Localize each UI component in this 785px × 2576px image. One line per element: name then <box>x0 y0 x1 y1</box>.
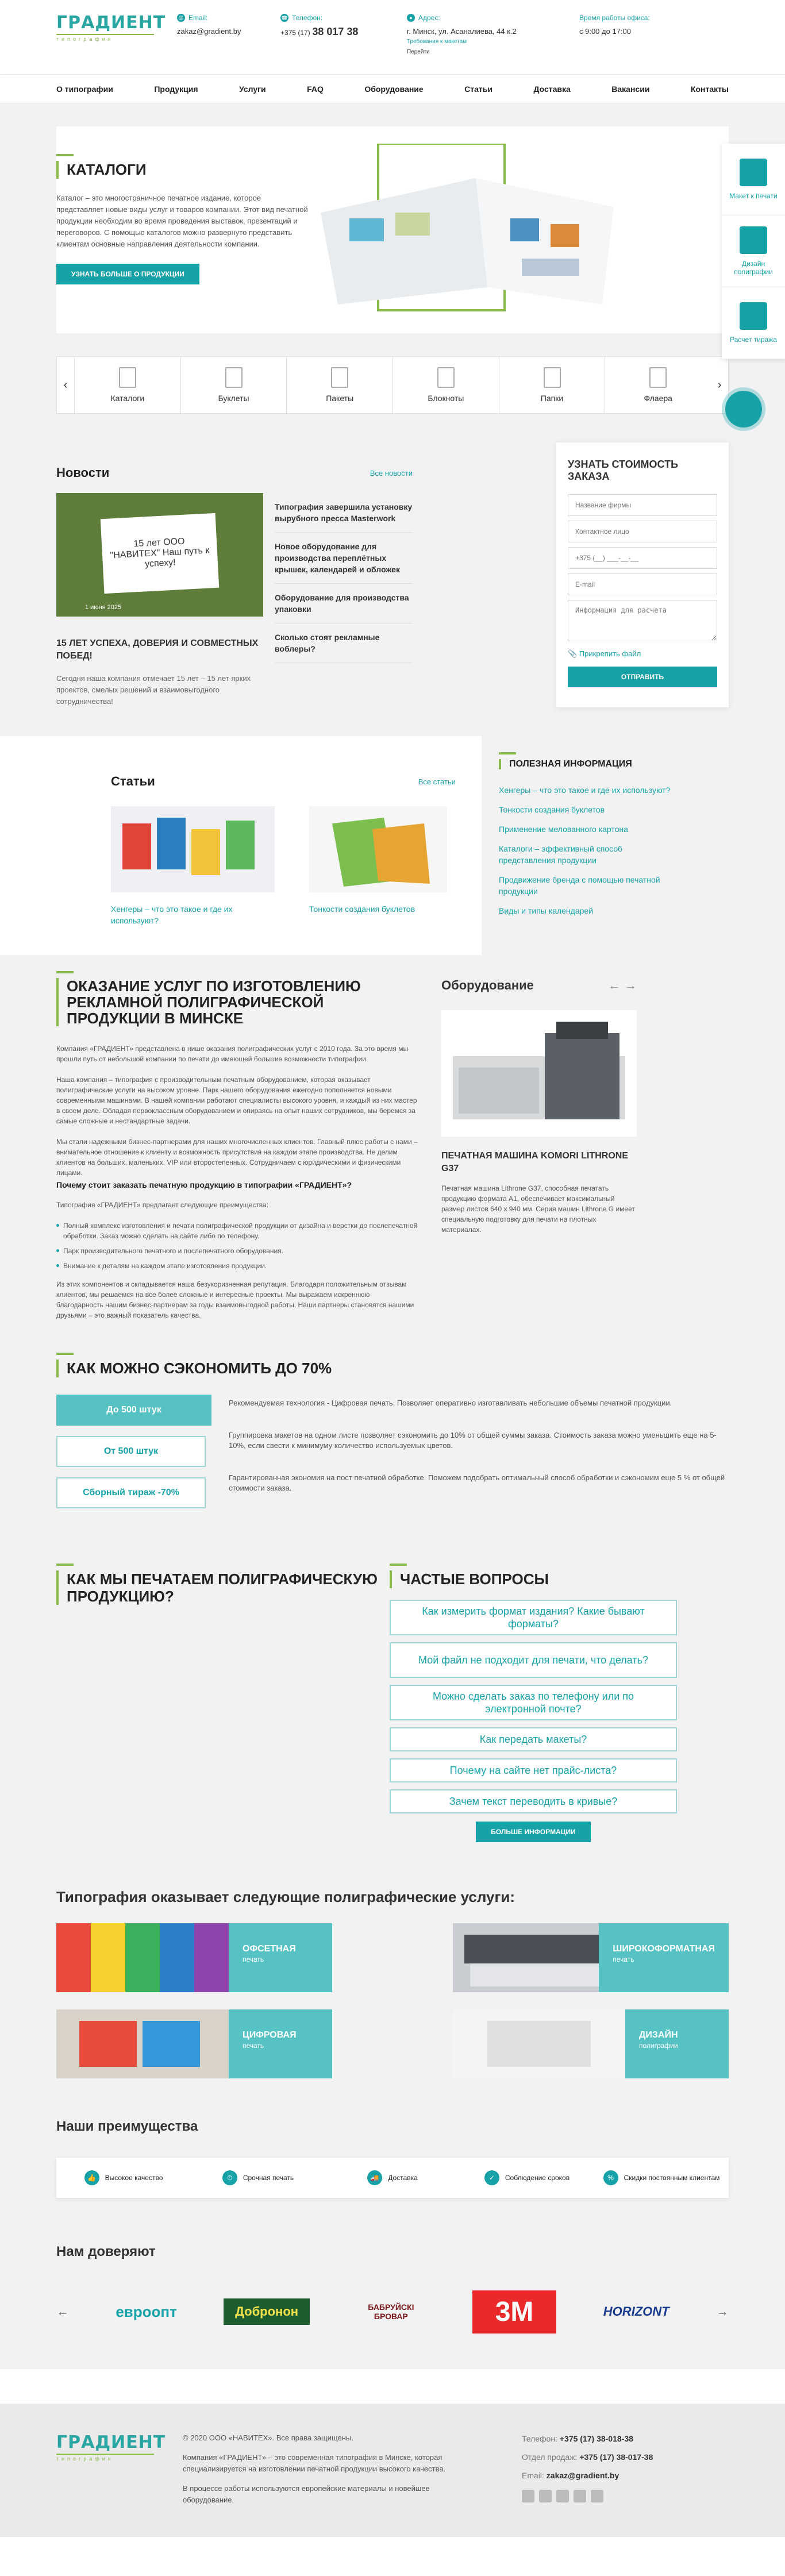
booklet-icon <box>225 367 243 388</box>
hero-more-button[interactable]: УЗНАТЬ БОЛЬШЕ О ПРОДУКЦИИ <box>56 264 199 284</box>
seo-subheading: Почему стоит заказать печатную продукцию в типографии «ГРАДИЕНТ»? <box>56 1180 352 1189</box>
product-packages[interactable]: Пакеты <box>286 357 392 413</box>
order-form <box>556 442 729 707</box>
client-logo: БАБРУЙСКІ БРОВАР <box>368 2302 414 2321</box>
product-carousel <box>56 356 729 414</box>
product-flyers[interactable]: Флаера <box>605 357 711 413</box>
printer-icon <box>740 159 767 186</box>
service-design[interactable]: ДИЗАЙН полиграфии <box>453 2009 729 2078</box>
thumb-up-icon: 👍 <box>84 2170 99 2185</box>
email-input[interactable] <box>568 573 717 595</box>
side-layout-print[interactable]: Макет к печати <box>722 144 785 215</box>
nav-faq[interactable]: FAQ <box>307 84 324 94</box>
useful-link[interactable]: Виды и типы календарей <box>499 906 594 915</box>
advantages-section <box>0 2107 785 2227</box>
truck-icon: 🚚 <box>367 2170 382 2185</box>
nav-articles[interactable]: Статьи <box>464 84 492 94</box>
faq-section <box>0 1547 785 1877</box>
copyright: © 2020 ООО «НАВИТЕХ». Все права защищены. <box>183 2433 353 2442</box>
service-image <box>453 2009 625 2078</box>
phone-link[interactable]: +375 (17) 38 017 38 <box>280 26 359 37</box>
phone-input[interactable] <box>568 547 717 569</box>
logo-name: ГРАДИЕНТ <box>56 13 166 33</box>
footer-sales[interactable]: Отдел продаж: +375 (17) 38-017-38 <box>522 2452 653 2462</box>
nav-services[interactable]: Услуги <box>239 84 266 94</box>
header-address: ● Адрес: г. Минск, ул. Асаналиева, 44 к.2 Требования к макетам Перейти <box>407 13 562 57</box>
service-wideformat[interactable]: ШИРОКОФОРМАТНАЯ печать <box>453 1923 729 1992</box>
services-section <box>0 1877 785 2107</box>
news-image: 15 лет ООО "НАВИТЕХ" Наш путь к успеху! 1 июня 2025 <box>56 493 263 617</box>
all-news-link[interactable]: Все новости <box>370 468 413 478</box>
clock-icon: ⏱ <box>222 2170 237 2185</box>
header-hours: Время работы офиса: с 9:00 до 17:00 <box>579 14 650 36</box>
catalog-image <box>303 144 625 316</box>
faq-item[interactable]: Зачем текст переводить в кривые? <box>390 1789 677 1813</box>
how-title: КАК МЫ ПЕЧАТАЕМ ПОЛИГРАФИЧЕСКУЮ ПРОДУКЦИЮ? <box>56 1570 378 1605</box>
economy-tab[interactable]: Сборный тираж -70% <box>56 1477 206 1508</box>
nav-delivery[interactable]: Доставка <box>533 84 571 94</box>
faq-title: ЧАСТЫЕ ВОПРОСЫ <box>390 1570 677 1588</box>
news-item[interactable]: Оборудование для производства упаковки <box>275 584 413 623</box>
notebook-icon <box>437 367 455 388</box>
economy-tab[interactable]: От 500 штук <box>56 1436 206 1467</box>
faq-more-button[interactable]: БОЛЬШЕ ИНФОРМАЦИИ <box>476 1822 591 1842</box>
hero-slide <box>56 126 729 333</box>
social-links <box>522 2490 729 2502</box>
main-nav <box>0 75 785 103</box>
phone-icon: ☎ <box>281 15 288 21</box>
news-item[interactable]: Сколько стоят рекламные воблеры? <box>275 623 413 663</box>
submit-button[interactable]: ОТПРАВИТЬ <box>568 667 717 687</box>
client-logo: евроопт <box>116 2302 177 2320</box>
footer-email[interactable]: Email: zakaz@gradient.by <box>522 2471 619 2480</box>
product-folders[interactable]: Папки <box>499 357 605 413</box>
trust-title: Нам доверяют <box>56 2244 156 2259</box>
news-main[interactable] <box>56 493 263 707</box>
faq-item[interactable]: Можно сделать заказ по телефону или по электронной почте? <box>390 1685 677 1720</box>
package-icon <box>331 367 348 388</box>
calculator-icon <box>740 302 767 330</box>
client-logo: Добронон <box>224 2298 310 2325</box>
hero-section <box>0 103 785 431</box>
header-phone: ☎ Телефон: +375 (17) 38 017 38 <box>280 13 390 38</box>
service-digital[interactable]: ЦИФРОВАЯ печать <box>56 2009 332 2078</box>
faq-item[interactable]: Мой файл не подходит для печати, что делать? <box>390 1642 677 1678</box>
article-card[interactable]: Тонкости создания буклетов <box>309 806 447 926</box>
equipment-arrows[interactable]: ← → <box>607 978 637 992</box>
news-title: Новости <box>56 465 110 480</box>
mail-icon: @ <box>177 14 185 22</box>
advantage-item: ✓ Соблюдение сроков <box>460 2158 594 2198</box>
carousel-next-button[interactable]: › <box>717 378 722 391</box>
form-title: УЗНАТЬ СТОИМОСТЬ ЗАКАЗА <box>568 459 679 482</box>
economy-section: КАК МОЖНО СЭКОНОМИТЬ ДО 70% До 500 штук От 500 штук Сборный тираж -70% Рекомендуемая технология - Цифровая печать. Позволяет оперативно изготавливать небольшие объемы печатной продукции. Группировка макетов на одном листе позволяет сэкономить до 10% от общей суммы заказа. Стоимость заказа можно уменьшить еще на 5-10%, если свести к минимуму количество используемых цветов. Гарантированная экономия на пост печатной обработке. Поможем подобрать оптимальный способ обработки и сэкономим еще 5 % от общей стоимости заказа. <box>0 1360 785 1547</box>
person-input[interactable] <box>568 521 717 542</box>
advantage-item: ⏱ Срочная печать <box>191 2158 325 2198</box>
ok-icon[interactable] <box>556 2490 569 2502</box>
service-offset[interactable]: ОФСЕТНАЯ печать <box>56 1923 332 1992</box>
news-item[interactable]: Типография завершила установку вырубного пресса Masterwork <box>275 493 413 533</box>
twitter-icon[interactable] <box>591 2490 603 2502</box>
service-image <box>453 1923 599 1992</box>
equipment-image <box>441 1010 637 1137</box>
logo-sub: типография <box>56 34 154 42</box>
news-list <box>275 493 413 707</box>
product-notebooks[interactable]: Блокноты <box>392 357 499 413</box>
product-booklets[interactable]: Буклеты <box>180 357 287 413</box>
advantage-item: % Скидки постоянным клиентам <box>594 2158 729 2198</box>
faq-item[interactable]: Как измерить формат издания? Какие бывают форматы? <box>390 1600 677 1635</box>
useful-title: ПОЛЕЗНАЯ ИНФОРМАЦИЯ <box>499 759 671 769</box>
about-section <box>0 955 785 1360</box>
article-image <box>309 806 447 892</box>
nav-products[interactable]: Продукция <box>154 84 198 94</box>
product-catalogs[interactable]: Каталоги <box>74 357 180 413</box>
hero-text: Каталог – это многостраничное печатное издание, которое представляет новые виды услуг и товаров компании. Этот вид печатной продукции необходим во время проведения выставок, презентаций и переговоров. С помощью каталогов можно развернуто представить клиентам основные направления деятельности компании. <box>56 194 308 248</box>
advantage-item: 👍 Высокое качество <box>56 2158 191 2198</box>
header <box>0 0 785 75</box>
footer: ГРАДИЕНТ типография © 2020 ООО «НАВИТЕХ». Все права защищены. Компания «ГРАДИЕНТ» – это современная типография в Минске, которая специализируется на изготовлении печатной продукции высокого качества. В процессе работы используются европейские материалы и новейшее оборудование. Телефон: +375 (17) 38-018-38 Отдел продаж: +375 (17) 38-017-38 Email: zakaz@gradient.by <box>0 2404 785 2537</box>
carousel-prev-button[interactable]: ‹ <box>63 378 68 391</box>
footer-phone[interactable]: Телефон: +375 (17) 38-018-38 <box>522 2434 633 2443</box>
nav-vacancies[interactable]: Вакансии <box>611 84 650 94</box>
go-link[interactable]: Перейти <box>407 49 430 55</box>
side-design[interactable]: Дизайн полиграфии <box>722 215 785 287</box>
useful-link[interactable]: Тонкости создания буклетов <box>499 805 605 814</box>
useful-link[interactable]: Продвижение бренда с помощью печатной продукции <box>499 875 660 896</box>
check-icon: ✓ <box>484 2170 499 2185</box>
useful-info <box>499 759 671 917</box>
pen-icon <box>740 226 767 254</box>
services-title: Типография оказывает следующие полиграфические услуги: <box>56 1888 515 1905</box>
logos-prev-arrow[interactable]: ← <box>56 2304 69 2319</box>
nav-equipment[interactable]: Оборудование <box>364 84 424 94</box>
flyer-icon <box>649 367 667 388</box>
faq-item[interactable]: Почему на сайте нет прайс-листа? <box>390 1758 677 1782</box>
articles-section <box>0 736 785 955</box>
footer-logo[interactable]: ГРАДИЕНТ типография <box>56 2432 166 2462</box>
advantage-item: 🚚 Доставка <box>325 2158 460 2198</box>
catalog-icon <box>119 367 136 388</box>
articles-title: Статьи <box>111 774 155 788</box>
seo-title: ОКАЗАНИЕ УСЛУГ ПО ИЗГОТОВЛЕНИЮ РЕКЛАМНОЙ ПОЛИГРАФИЧЕСКОЙ ПРОДУКЦИИ В МИНСКЕ <box>56 978 418 1026</box>
news-section <box>0 431 785 736</box>
chat-button[interactable] <box>725 391 762 428</box>
instagram-icon[interactable] <box>574 2490 586 2502</box>
news-main-text: Сегодня наша компания отмечает 15 лет – 15 лет ярких проектов, смелых решений и взаимовыгодного сотрудничества! <box>56 674 251 706</box>
news-main-title[interactable]: 15 ЛЕТ УСПЕХА, ДОВЕРИЯ И СОВМЕСТНЫХ ПОБЕД! <box>56 638 259 661</box>
equipment-name[interactable]: ПЕЧАТНАЯ МАШИНА KOMORI LITHRONE G37 <box>441 1151 629 1173</box>
all-articles-link[interactable]: Все статьи <box>418 777 456 786</box>
equipment: Оборудование ← → ПЕЧАТНАЯ МАШИНА KOMORI LITHRONE G37 Печатная машина Lithrone G37, способная печатать продукцию формата А1, обеспечивает максимальный размер листов 640 x 940 мм. Серия машин Lithrone G имеет специальную подготовку для печати на плотных материалах. <box>441 978 637 1234</box>
logos-next-arrow[interactable]: → <box>715 2304 729 2319</box>
nav-about[interactable]: О типографии <box>56 84 113 94</box>
hero-title: КАТАЛОГИ <box>56 161 309 179</box>
client-logo: HORIZONT <box>603 2304 669 2319</box>
company-input[interactable] <box>568 494 717 516</box>
folder-icon <box>544 367 561 388</box>
client-logo: 3M <box>472 2290 557 2334</box>
economy-title: КАК МОЖНО СЭКОНОМИТЬ ДО 70% <box>56 1360 729 1377</box>
useful-link[interactable]: Хенгеры – что это такое и где их используют? <box>499 785 671 795</box>
faq-item[interactable]: Как передать макеты? <box>390 1727 677 1751</box>
article-card[interactable]: Хенгеры – что это такое и где их используют? <box>111 806 275 926</box>
advantages-title: Наши преимущества <box>56 2119 198 2134</box>
percent-icon: % <box>603 2170 618 2185</box>
vk-icon[interactable] <box>522 2490 534 2502</box>
location-icon: ● <box>407 14 415 22</box>
seo-text: ОКАЗАНИЕ УСЛУГ ПО ИЗГОТОВЛЕНИЮ РЕКЛАМНОЙ ПОЛИГРАФИЧЕСКОЙ ПРОДУКЦИИ В МИНСКЕ Компания «ГРАДИЕНТ» представлена в нише оказания полиграфических услуг с 2010 года. За это время мы прошли путь от небольшой компании по печати до имеющей большие возможности типографии. Наша компания – типография с производительным печатным оборудованием, которая оказывает полиграфические услуги на высоком уровне. Парк нашего оборудования ежегодно пополняется новыми современными машинами. В нашей компании работают специалисты высокого уровня, и каждый из них мастер в своем деле. Обладая первоклассным оборудованием и опираясь на опыт наших сотрудников, мы беремся за самые сложные и нестандартные задачи. Мы стали надежными бизнес-партнерами для наших многочисленных клиентов. Главный плюс работы с нами – внимательное отношение к клиенту и возможность присутствия на каждом этапе производства. Не делим клиентов на больших, маленьких, VIP или второстепенных. Сотрудничаем с юридическими и физическими лицами. Почему стоит заказать печатную продукцию в типографии «ГРАДИЕНТ»? Типография «ГРАДИЕНТ» предлагает следующие преимущества: Полный комплекс изготовления и печати полиграфической продукции от дизайна и верстки до послепечатной обработки. Заказ можно сделать на сайте либо по телефону. Парк производительного печатного и послепечатного оборудования. Внимание к деталям на каждом этапе изготовления продукции. Из этих компонентов и складывается наша безукоризненная репутация. Благодаря положительным отзывам клиентов, мы решаемся на все более сложные и интересные проекты. Мы выражаем искреннюю благодарность нашим бизнес-партнерам за годы взаимовыгодной работы. Наши партнеры становятся нашими друзьями – это важный показатель качества. <box>56 977 418 1319</box>
attach-file-link[interactable]: 📎 Прикрепить файл <box>568 649 641 658</box>
useful-link[interactable]: Применение мелованного картона <box>499 825 628 834</box>
economy-tab[interactable]: До 500 штук <box>56 1395 211 1426</box>
side-calc[interactable]: Расчет тиража <box>722 287 785 359</box>
email-link[interactable]: zakaz@gradient.by <box>177 27 241 36</box>
nav-contacts[interactable]: Контакты <box>690 84 729 94</box>
article-image <box>111 806 275 892</box>
requirements-link[interactable]: Требования к макетам <box>407 38 467 45</box>
service-image <box>56 1923 229 1992</box>
useful-link[interactable]: Каталоги – эффективный способ представления продукции <box>499 844 623 865</box>
logo[interactable] <box>56 13 166 53</box>
side-widget <box>722 144 785 359</box>
facebook-icon[interactable] <box>539 2490 552 2502</box>
trust-section <box>0 2227 785 2369</box>
equipment-title: Оборудование <box>441 978 534 992</box>
news-item[interactable]: Новое оборудование для производства переплётных крышек, календарей и обложек <box>275 533 413 584</box>
service-image <box>56 2009 229 2078</box>
info-textarea[interactable] <box>568 600 717 641</box>
header-email: @ Email: zakaz@gradient.by <box>177 13 263 37</box>
